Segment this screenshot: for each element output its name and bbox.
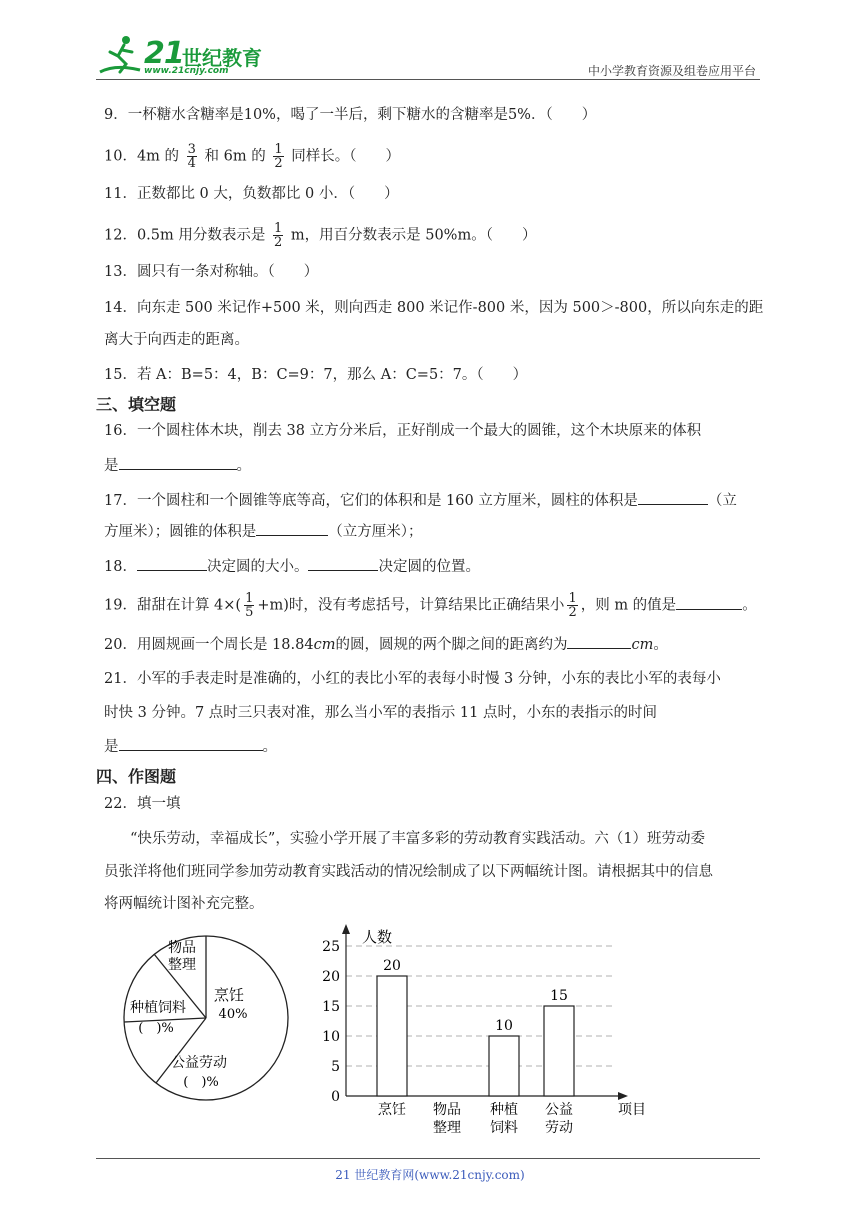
pie-label-pengren: 烹饪: [213, 986, 245, 1004]
q10-text-b: 和 6m 的: [204, 148, 266, 165]
question-22-title: 22．填一填: [104, 796, 181, 812]
y-axis-arrow-icon: [342, 924, 350, 934]
y-tick-labels: [322, 939, 340, 1105]
question-14-line2: 离大于向西走的距离。: [104, 332, 249, 348]
question-15: 15．若 A：B=5：4，B：C=9：7，那么 A：C=5：7。（ ）: [104, 367, 528, 383]
footer-text: 21 世纪教育网(www.21cnjy.com): [335, 1168, 525, 1182]
question-17-line1: 17．一个圆柱和一个圆锥等底等高，它们的体积和是 160 立方厘米，圆柱的体积是 （立: [104, 490, 737, 511]
category-label: 整理: [433, 1120, 461, 1136]
header-divider: [96, 79, 760, 80]
q22-paragraph-line2: 员张洋将他们班同学参加劳动教育实践活动的情况绘制成了以下两幅统计图。请根据其中的信息: [104, 864, 713, 880]
bar: [377, 976, 407, 1096]
bar-chart: [316, 922, 656, 1144]
answer-blank[interactable]: [119, 736, 263, 751]
site-name: 中小学教育资源及组卷应用平台: [587, 64, 756, 78]
y-tick-label: 25: [322, 939, 340, 955]
y-tick-label: 15: [322, 999, 340, 1015]
footer-divider: [96, 1158, 760, 1159]
question-21-line3: 是 。: [104, 736, 277, 757]
pie-label-gongyi: 公益劳动: [171, 1055, 227, 1071]
logo-number: 21: [144, 36, 184, 71]
answer-blank[interactable]: [137, 556, 207, 571]
pie-label-pengren-pct: 40%: [218, 1007, 248, 1022]
category-label: 劳动: [545, 1120, 573, 1136]
question-19: 19．甜甜在计算 4×( $\frac{1}{5}$ +m)时，没有考虑括号，计算结果比正确结果小 $\frac{1}{2}$ ，则 m 的值是 。: [104, 591, 757, 620]
category-label: 烹饪: [378, 1102, 406, 1118]
x-axis-arrow-icon: [618, 1092, 628, 1100]
bar-value-label: 20: [383, 958, 401, 974]
answer-blank[interactable]: [308, 556, 378, 571]
pie-label-zhongzhi: 种植饲料: [130, 1000, 186, 1016]
q12-text-a: 12．0.5m 用分数表示是: [104, 227, 266, 244]
bars: [377, 958, 574, 1096]
y-tick-label: 5: [331, 1059, 340, 1075]
question-17-line2: 方厘米）；圆锥的体积是 （立方厘米）；: [104, 521, 423, 542]
pie-chart: [116, 928, 296, 1108]
q10-text-a: 10．4m 的: [104, 148, 180, 165]
question-12: [104, 222, 536, 249]
y-tick-label: 20: [322, 969, 340, 985]
logo-url: www.21cnjy.com: [144, 66, 229, 76]
site-logo: [96, 34, 266, 80]
section-4-heading: 四、作图题: [96, 767, 177, 786]
question-16-line1: 16．一个圆柱体木块，削去 38 立方分米后，正好削成一个最大的圆锥，这个木块原来的体积: [104, 423, 702, 439]
question-20: 20．用圆规画一个周长是 18.84cm的圆，圆规的两个脚之间的距离约为 cm。: [104, 634, 668, 655]
answer-blank[interactable]: [676, 595, 742, 610]
pie-label-zhongzhi-pct: ( )%: [138, 1021, 174, 1036]
q12-text-b: m，用百分数表示是 50%m。（ ）: [290, 227, 537, 244]
question-21-line1: 21．小军的手表走时是准确的，小红的表比小军的表每小时慢 3 分钟，小东的表比小军的表每小: [104, 671, 721, 687]
question-16-line2: 是 。: [104, 455, 251, 476]
category-label: 种植: [490, 1102, 518, 1118]
fraction-3-4: $\frac{3}{4}$: [187, 142, 196, 171]
y-axis-label: 人数: [362, 928, 393, 946]
pie-label-wupin-2: 整理: [168, 957, 196, 973]
question-13: 13．圆只有一条对称轴。（ ）: [104, 264, 319, 280]
bar: [489, 1036, 519, 1096]
bar-value-label: 15: [550, 988, 568, 1004]
category-label: 饲料: [490, 1120, 518, 1136]
question-11: 11．正数都比 0 大，负数都比 0 小．（ ）: [104, 186, 399, 202]
y-tick-label: 0: [331, 1089, 340, 1105]
x-axis-label: 项目: [618, 1102, 646, 1118]
answer-blank[interactable]: [119, 455, 237, 470]
question-9: 9．一杯糖水含糖率是10%，喝了一半后，剩下糖水的含糖率是5%．（ ）: [104, 107, 597, 123]
category-labels: [378, 1101, 573, 1136]
category-label: 公益: [545, 1102, 573, 1118]
category-label: 物品: [433, 1102, 461, 1118]
bar: [544, 1006, 574, 1096]
answer-blank[interactable]: [638, 490, 708, 505]
q22-paragraph-line3: 将两幅统计图补充完整。: [104, 896, 264, 912]
logo-text: 世纪教育: [182, 46, 262, 70]
y-tick-label: 10: [322, 1029, 340, 1045]
answer-blank[interactable]: [256, 521, 328, 536]
question-18: 18． 决定圆的大小。 决定圆的位置。: [104, 556, 480, 577]
q10-text-c: 同样长。（ ）: [291, 148, 400, 165]
question-10: [104, 143, 400, 170]
pie-label-wupin-1: 物品: [168, 940, 196, 956]
fraction-1-2: $\frac{1}{2}$: [274, 142, 283, 171]
bar-value-label: 10: [495, 1018, 513, 1034]
pie-label-gongyi-pct: ( )%: [183, 1075, 219, 1090]
fraction-1-2: $\frac{1}{2}$: [273, 221, 283, 250]
fraction-1-2: $\frac{1}{2}$: [568, 591, 577, 620]
question-14-line1: 14．向东走 500 米记作+500 米，则向西走 800 米记作-800 米，因为 500＞-800，所以向东走的距: [104, 300, 764, 316]
section-3-heading: 三、填空题: [96, 395, 177, 414]
fraction-1-5: $\frac{1}{5}$: [245, 591, 254, 620]
answer-blank[interactable]: [567, 634, 631, 649]
question-21-line2: 时快 3 分钟。7 点时三只表对准，那么当小军的表指示 11 点时，小东的表指示的时间: [104, 705, 657, 721]
runner-logo-icon: [96, 34, 144, 78]
q22-paragraph-line1: “快乐劳动，幸福成长”，实验小学开展了丰富多彩的劳动教育实践活动。六（1）班劳动委: [130, 831, 706, 847]
